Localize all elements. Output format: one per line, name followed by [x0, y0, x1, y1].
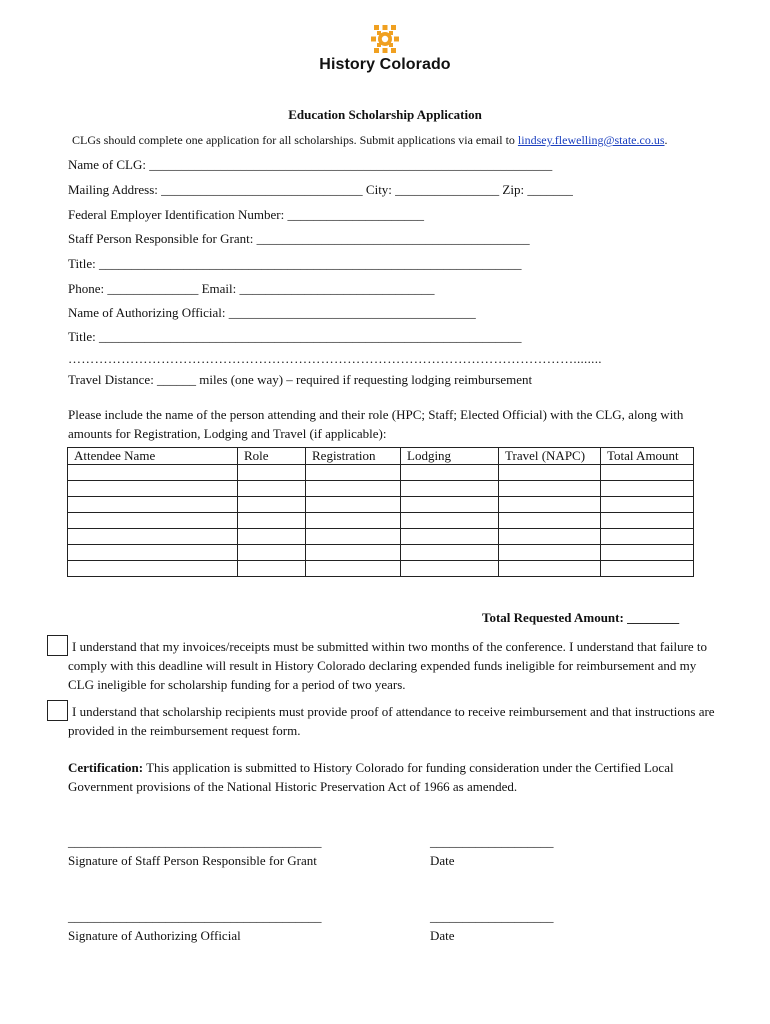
table-cell[interactable]: [601, 561, 694, 577]
table-cell[interactable]: [306, 529, 401, 545]
travel-distance-field[interactable]: Travel Distance: ______ miles (one way) – required if requesting lodging reimbursement: [68, 372, 533, 387]
phone-email-field[interactable]: Phone: ______________ Email: ______________________________: [68, 281, 435, 296]
table-cell[interactable]: [601, 513, 694, 529]
header-total-amount: Total Amount: [601, 448, 694, 465]
table-cell[interactable]: [68, 561, 238, 577]
table-cell[interactable]: [401, 497, 499, 513]
table-cell[interactable]: [401, 513, 499, 529]
table-cell[interactable]: [601, 497, 694, 513]
sun-emblem-icon: [370, 24, 400, 54]
table-row: [68, 529, 694, 545]
table-cell[interactable]: [601, 545, 694, 561]
total-requested-amount[interactable]: Total Requested Amount: ________: [482, 610, 680, 625]
intro-instructions: [72, 133, 668, 148]
staff-signature-label: Signature of Staff Person Responsible for Grant: [68, 853, 317, 868]
table-cell[interactable]: [499, 465, 601, 481]
table-cell[interactable]: [499, 513, 601, 529]
table-cell[interactable]: [401, 561, 499, 577]
table-cell[interactable]: [306, 465, 401, 481]
table-cell[interactable]: [601, 465, 694, 481]
table-cell[interactable]: [238, 529, 306, 545]
table-cell[interactable]: [306, 561, 401, 577]
certification-text: This application is submitted to History Colorado for funding consideration under the Certified Local Government provisions of the National Historic Preservation Act of 1966 as amended.: [68, 760, 674, 794]
staff-date-label: Date: [430, 853, 455, 868]
table-cell[interactable]: [68, 545, 238, 561]
header-role: Role: [238, 448, 306, 465]
name-of-clg-field[interactable]: Name of CLG: ______________________________________________________________: [68, 157, 553, 172]
form-title: Education Scholarship Application: [288, 107, 482, 122]
table-cell[interactable]: [601, 529, 694, 545]
certification-statement: [68, 758, 698, 796]
table-cell[interactable]: [306, 513, 401, 529]
table-cell[interactable]: [238, 545, 306, 561]
mailing-address-field[interactable]: Mailing Address: _______________________________ City: ________________ Zip: _______: [68, 182, 573, 197]
table-cell[interactable]: [238, 481, 306, 497]
fein-field[interactable]: Federal Employer Identification Number: _____________________: [68, 207, 424, 222]
staff-date-line[interactable]: ___________________: [430, 834, 554, 849]
table-cell[interactable]: [238, 513, 306, 529]
logo-brand-text: History Colorado: [319, 56, 451, 73]
table-cell[interactable]: [238, 497, 306, 513]
attendee-table: [67, 447, 694, 577]
table-row: [68, 465, 694, 481]
official-date-line[interactable]: ___________________: [430, 909, 554, 924]
staff-title-field[interactable]: Title: _________________________________________________________________: [68, 256, 522, 271]
table-cell[interactable]: [499, 497, 601, 513]
table-cell[interactable]: [401, 465, 499, 481]
table-cell[interactable]: [306, 481, 401, 497]
official-title-field[interactable]: Title: _________________________________________________________________: [68, 329, 522, 344]
header-lodging: Lodging: [401, 448, 499, 465]
table-row: [68, 513, 694, 529]
official-signature-label: Signature of Authorizing Official: [68, 928, 241, 943]
table-cell[interactable]: [238, 465, 306, 481]
header-registration: Registration: [306, 448, 401, 465]
authorizing-official-field[interactable]: Name of Authorizing Official: ______________________________________: [68, 305, 476, 320]
official-signature-line[interactable]: _______________________________________: [68, 909, 322, 924]
history-colorado-logo: [0, 24, 770, 74]
staff-signature-line[interactable]: _______________________________________: [68, 834, 322, 849]
header-travel-napc: Travel (NAPC): [499, 448, 601, 465]
table-row: [68, 545, 694, 561]
table-cell[interactable]: [401, 545, 499, 561]
table-cell[interactable]: [499, 545, 601, 561]
table-row: [68, 481, 694, 497]
dotted-separator: ……………………………………………………………………………………………………........: [68, 351, 602, 366]
table-cell[interactable]: [499, 481, 601, 497]
table-cell[interactable]: [401, 481, 499, 497]
proof-attendance-text: I understand that scholarship recipients must provide proof of attendance to receive reimbursement and that instructions are provided in the reimbursement request form.: [68, 704, 715, 738]
table-cell[interactable]: [601, 481, 694, 497]
header-attendee-name: Attendee Name: [68, 448, 238, 465]
email-link[interactable]: lindsey.flewelling@state.co.us: [517, 133, 665, 147]
table-header-row: [68, 448, 694, 465]
table-cell[interactable]: [306, 545, 401, 561]
attendee-instructions: Please include the name of the person attending and their role (HPC; Staff; Elected Official) with the CLG, along with amounts for Registration, Lodging and Travel (if applicable):: [68, 407, 684, 441]
table-cell[interactable]: [68, 529, 238, 545]
table-cell[interactable]: [401, 529, 499, 545]
table-cell[interactable]: [499, 529, 601, 545]
table-row: [68, 497, 694, 513]
table-cell[interactable]: [238, 561, 306, 577]
table-cell[interactable]: [68, 465, 238, 481]
intro-text: CLGs should complete one application for all scholarships. Submit applications via email to: [72, 133, 518, 147]
table-cell[interactable]: [306, 497, 401, 513]
intro-end: .: [664, 133, 668, 147]
certification-label: Certification:: [68, 760, 144, 775]
table-cell[interactable]: [68, 481, 238, 497]
table-cell[interactable]: [68, 497, 238, 513]
invoice-deadline-checkbox[interactable]: [47, 635, 68, 656]
invoice-deadline-text: I understand that my invoices/receipts must be submitted within two months of the conference. I understand that failure to comply with this deadline will result in History Colorado declaring expended funds ineligible for reimbursement and my CLG ineligible for scholarship funding for a period of two years.: [68, 639, 708, 692]
attendee-rows: [68, 465, 694, 577]
table-cell[interactable]: [68, 513, 238, 529]
table-row: [68, 561, 694, 577]
table-cell[interactable]: [499, 561, 601, 577]
official-date-label: Date: [430, 928, 455, 943]
staff-person-field[interactable]: Staff Person Responsible for Grant: __________________________________________: [68, 231, 530, 246]
proof-attendance-checkbox[interactable]: [47, 700, 68, 721]
